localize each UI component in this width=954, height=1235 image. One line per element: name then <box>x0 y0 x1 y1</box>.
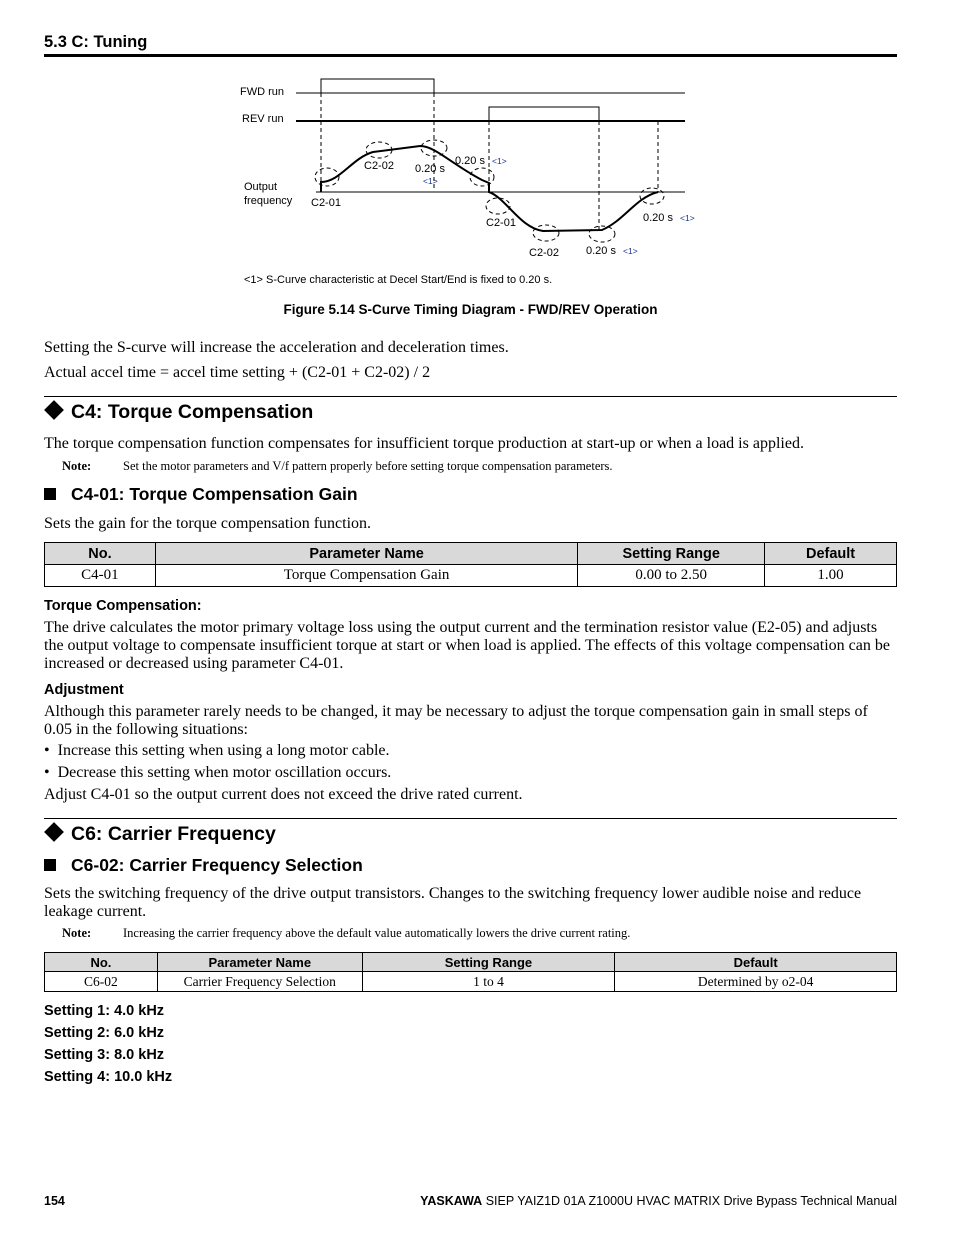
c2-01-label: C2-01 <box>311 197 341 209</box>
s-curve-timing-diagram <box>230 70 710 292</box>
page-number: 154 <box>44 1194 65 1208</box>
setting-item: Setting 3: 8.0 kHz <box>44 1047 165 1063</box>
table-header: Setting Range <box>578 543 765 565</box>
footnote-marker: <1> <box>680 213 695 223</box>
bullet-item: • Increase this setting when using a long motor cable. <box>44 742 390 759</box>
footnote-marker: <1> <box>492 156 507 166</box>
table-cell: Determined by o2-04 <box>615 972 897 992</box>
table-cell: 1 to 4 <box>362 972 615 992</box>
transition-ellipse <box>640 188 664 204</box>
footnote-marker: <1> <box>423 176 438 186</box>
fwd-run-label: FWD run <box>240 86 284 98</box>
figure-caption: Figure 5.14 S-Curve Timing Diagram - FWD/REV Operation <box>283 302 658 317</box>
table-row <box>45 972 897 992</box>
c6-02-description: Sets the switching frequency of the drive output transistors. Changes to the switching frequency lower audible noise and reduce leakage current. <box>44 885 862 920</box>
time-label: 0.20 s <box>455 155 485 167</box>
manual-title: YASKAWA SIEP YAIZ1D 01A Z1000U HVAC MATRIX Drive Bypass Technical Manual <box>420 1194 897 1208</box>
table-header-row <box>45 543 897 565</box>
intro-paragraph: Setting the S-curve will increase the acceleration and deceleration times. <box>44 339 509 356</box>
brand-name: YASKAWA <box>420 1194 483 1208</box>
table-header: Setting Range <box>362 953 615 972</box>
rev-run-pulse <box>489 107 599 121</box>
c4-01-description: Sets the gain for the torque compensation function. <box>44 515 372 532</box>
fwd-run-pulse <box>321 79 434 93</box>
transition-ellipse <box>533 225 559 241</box>
time-label: 0.20 s <box>415 163 445 175</box>
table-cell: C6-02 <box>45 972 158 992</box>
table-cell: 0.00 to 2.50 <box>578 565 765 587</box>
intro-formula: Actual accel time = accel time setting + (C2-01 + C2-02) / 2 <box>44 364 431 381</box>
subsection-title-c4-01: C4-01: Torque Compensation Gain <box>44 484 358 505</box>
table-cell: Torque Compensation Gain <box>155 565 577 587</box>
transition-ellipse <box>589 226 615 242</box>
table-cell: Carrier Frequency Selection <box>157 972 362 992</box>
section-title-c4: C4: Torque Compensation <box>44 401 313 424</box>
output-frequency-label: Output <box>244 181 278 193</box>
adjustment-heading: Adjustment <box>44 682 124 698</box>
setting-item: Setting 1: 4.0 kHz <box>44 1003 165 1019</box>
c2-01-label: C2-01 <box>486 217 516 229</box>
section-rule <box>44 818 897 819</box>
c6-02-parameter-table <box>44 952 897 992</box>
c4-01-parameter-table <box>44 542 897 587</box>
c4-description: The torque compensation function compensates for insufficient torque production at start-up or when a load is applied. <box>44 435 804 452</box>
diamond-icon <box>44 822 64 842</box>
table-header: Parameter Name <box>157 953 362 972</box>
bullet-item: • Decrease this setting when motor oscillation occurs. <box>44 764 392 781</box>
time-label: 0.20 s <box>643 212 673 224</box>
c4-note: Note: Set the motor parameters and V/f pattern properly before setting torque compensation parameters. <box>62 459 613 473</box>
table-header: No. <box>45 543 156 565</box>
setting-item: Setting 2: 6.0 kHz <box>44 1025 165 1041</box>
section-rule <box>44 396 897 397</box>
square-icon <box>44 488 56 500</box>
transition-ellipse <box>470 168 494 186</box>
output-frequency-label: frequency <box>244 195 293 207</box>
c2-02-label: C2-02 <box>529 247 559 259</box>
torque-compensation-heading: Torque Compensation: <box>44 598 202 614</box>
c6-note: Note: Increasing the carrier frequency above the default value automatically lowers the drive current rating. <box>62 926 631 940</box>
subsection-title-c6-02: C6-02: Carrier Frequency Selection <box>44 855 363 876</box>
square-icon <box>44 859 56 871</box>
adjustment-final: Adjust C4-01 so the output current does not exceed the drive rated current. <box>44 786 523 803</box>
figure-footnote: <1> S-Curve characteristic at Decel Start/End is fixed to 0.20 s. <box>244 274 553 286</box>
time-label: 0.20 s <box>586 245 616 257</box>
table-row <box>45 565 897 587</box>
setting-item: Setting 4: 10.0 kHz <box>44 1069 173 1085</box>
footnote-marker: <1> <box>623 246 638 256</box>
table-header: Default <box>765 543 897 565</box>
adjustment-text: Although this parameter rarely needs to be changed, it may be necessary to adjust the torque compensation gain in small steps of 0.05 in the following situations: <box>44 703 868 738</box>
table-header: Default <box>615 953 897 972</box>
rev-run-label: REV run <box>242 113 284 125</box>
diamond-icon <box>44 400 64 420</box>
table-cell: 1.00 <box>765 565 897 587</box>
section-header: 5.3 C: Tuning <box>44 33 148 51</box>
torque-compensation-text: The drive calculates the motor primary voltage loss using the output current and the termination resistor value (E2-05) and adjusts the output voltage to compensate insufficient torque at start or when load is applied. The effects of this voltage compensation can be increased or decreased using parameter C4-01. <box>44 619 890 672</box>
table-header-row <box>45 953 897 972</box>
table-header: No. <box>45 953 158 972</box>
section-title-c6: C6: Carrier Frequency <box>44 823 276 846</box>
header-rule <box>44 54 897 57</box>
c2-02-label: C2-02 <box>364 160 394 172</box>
table-header: Parameter Name <box>155 543 577 565</box>
table-cell: C4-01 <box>45 565 156 587</box>
